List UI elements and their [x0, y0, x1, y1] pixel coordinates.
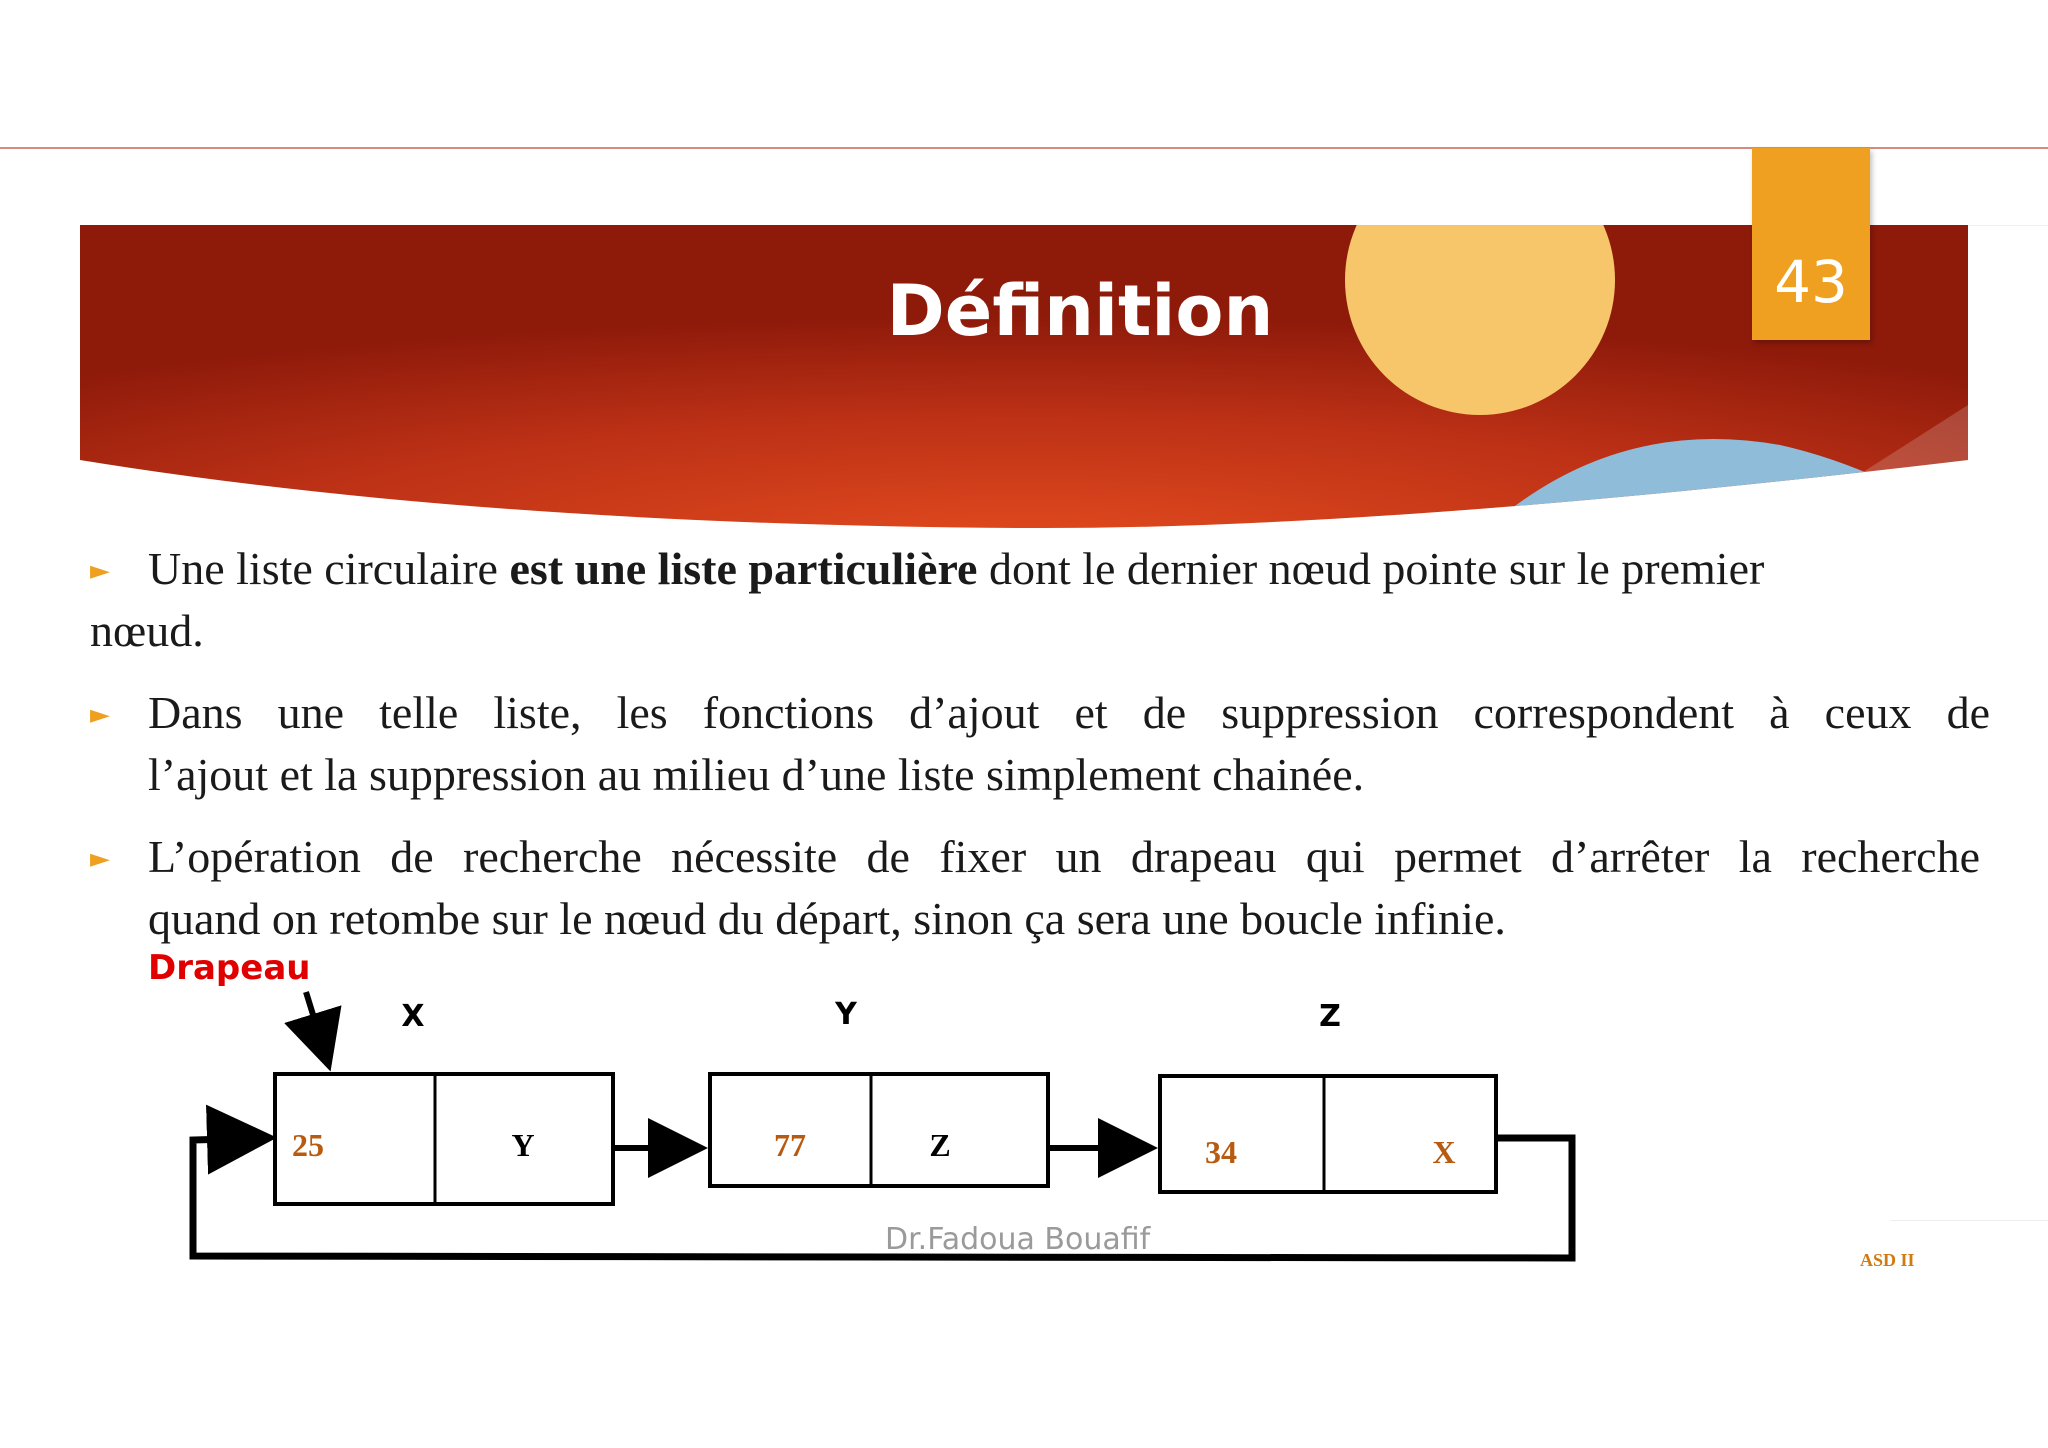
bullet-item-2	[90, 682, 1990, 806]
node-x-box	[275, 1074, 613, 1204]
node-x-value: 25	[292, 1127, 324, 1163]
author-footer: Dr.Fadoua Bouafif	[885, 1222, 1151, 1257]
page-number-badge	[1752, 148, 1870, 340]
bottom-decoration-line	[1890, 1220, 2048, 1221]
node-name-z: Z	[1319, 999, 1341, 1034]
node-y-value: 77	[774, 1127, 806, 1163]
bullet-arrow-icon: ►	[90, 844, 110, 874]
node-name-y: Y	[835, 997, 857, 1032]
bullet-arrow-icon: ►	[90, 700, 110, 730]
page-number: 43	[1774, 248, 1848, 316]
node-y-box	[710, 1074, 1048, 1186]
bullet-2-text	[148, 682, 1990, 806]
bullet-2-line-1: Dans une telle liste, les fonctions d’ajout et de suppression correspondent à ceux de	[148, 687, 1990, 738]
node-name-x: X	[401, 999, 425, 1034]
bullet-1-text	[90, 543, 1764, 594]
bullet-arrow-icon: ►	[90, 556, 110, 586]
bullet-3-line-1: L’opération de recherche nécessite de fixer un drapeau qui permet d’arrêter la recherche	[148, 831, 1980, 882]
top-rule	[0, 147, 2048, 149]
node-y-next: Z	[929, 1127, 951, 1163]
bullet-item-1	[90, 538, 1990, 662]
flag-label: Drapeau	[148, 948, 311, 988]
bullet-3-text	[148, 826, 1980, 950]
slide-title: Définition	[886, 270, 1274, 352]
node-z-value: 34	[1205, 1134, 1237, 1170]
bullet-3-line-2: quand on retombe sur le nœud du départ, sinon ça sera une boucle infinie.	[148, 893, 1506, 944]
bullet-1-bold: est une liste particulière	[509, 543, 978, 594]
right-decoration-line	[1968, 225, 2048, 226]
bullet-1-continuation: nœud.	[90, 605, 204, 656]
bullet-1-tail: dont le dernier nœud pointe sur le premier	[977, 543, 1765, 594]
course-footer: ASD II	[1860, 1250, 1915, 1270]
bullet-item-3	[90, 826, 1980, 950]
node-z-next: X	[1432, 1134, 1456, 1170]
flag-arrow	[306, 992, 327, 1060]
bullet-1-lead: Une liste circulaire	[148, 543, 510, 594]
node-x-next: Y	[511, 1127, 535, 1163]
bullet-2-line-2: l’ajout et la suppression au milieu d’une liste simplement chainée.	[148, 749, 1365, 800]
